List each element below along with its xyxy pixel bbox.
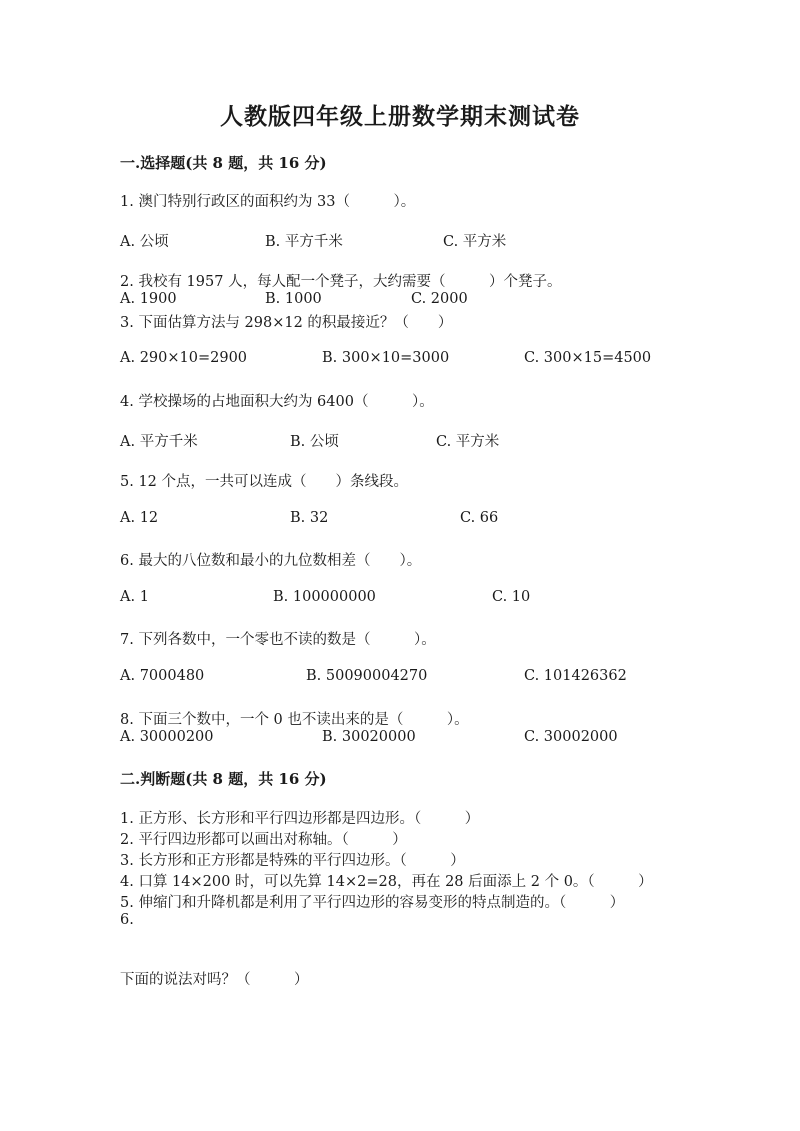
option-6c: C. 10: [492, 589, 531, 605]
option-2b: B. 1000: [265, 291, 322, 307]
option-2a: A. 1900: [120, 291, 177, 307]
option-2c: C. 2000: [411, 291, 468, 307]
option-1c: C. 平方米: [443, 234, 507, 250]
question-4: 4. 学校操场的占地面积大约为 6400（ ）。: [120, 394, 434, 410]
option-8b: B. 30020000: [322, 729, 416, 745]
judgment-item-6-text: 下面的说法对吗？（ ）: [120, 972, 309, 988]
question-2: 2. 我校有 1957 人，每人配一个凳子，大约需要（ ）个凳子。: [120, 274, 562, 290]
option-7b: B. 50090004270: [306, 668, 428, 684]
option-8c: C. 30002000: [524, 729, 618, 745]
question-1: 1. 澳门特别行政区的面积约为 33（ ）。: [120, 194, 416, 210]
option-3a: A. 290×10=2900: [120, 350, 248, 366]
option-1b: B. 平方千米: [265, 234, 343, 250]
option-1a: A. 公顷: [120, 234, 169, 250]
option-3c: C. 300×15=4500: [524, 350, 652, 366]
judgment-item-4: 4. 口算 14×200 时，可以先算 14×2=28，再在 28 后面添上 2 个 0。（ ）: [120, 874, 653, 890]
option-8a: A. 30000200: [120, 729, 214, 745]
option-7c: C. 101426362: [524, 668, 627, 684]
option-5b: B. 32: [290, 510, 329, 526]
question-3: 3. 下面估算方法与 298×12 的积最接近？（ ）: [120, 315, 453, 331]
option-4b: B. 公顷: [290, 434, 339, 450]
judgment-item-3: 3. 长方形和正方形都是特殊的平行四边形。（ ）: [120, 853, 465, 869]
option-5a: A. 12: [120, 510, 159, 526]
judgment-item-6: 6.: [120, 912, 134, 928]
option-6a: A. 1: [120, 589, 149, 605]
judgment-item-5: 5. 伸缩门和升降机都是利用了平行四边形的容易变形的特点制造的。（ ）: [120, 895, 625, 911]
judgment-item-2: 2. 平行四边形都可以画出对称轴。（ ）: [120, 832, 407, 848]
question-5: 5. 12 个点，一共可以连成（ ）条线段。: [120, 474, 409, 490]
judgment-item-1: 1. 正方形、长方形和平行四边形都是四边形。（ ）: [120, 811, 480, 827]
question-7: 7. 下列各数中，一个零也不读的数是（ ）。: [120, 632, 436, 648]
page-title: 人教版四年级上册数学期末测试卷: [220, 103, 580, 130]
section-heading-judgment: 二.判断题(共 8 题，共 16 分): [120, 770, 327, 788]
question-6: 6. 最大的八位数和最小的九位数相差（ ）。: [120, 553, 422, 569]
option-6b: B. 100000000: [273, 589, 376, 605]
option-3b: B. 300×10=3000: [322, 350, 450, 366]
option-4c: C. 平方米: [436, 434, 500, 450]
option-5c: C. 66: [460, 510, 499, 526]
question-8: 8. 下面三个数中，一个 0 也不读出来的是（ ）。: [120, 712, 469, 728]
option-7a: A. 7000480: [120, 668, 205, 684]
option-4a: A. 平方千米: [120, 434, 198, 450]
section-heading-choice: 一.选择题(共 8 题，共 16 分): [120, 154, 327, 172]
